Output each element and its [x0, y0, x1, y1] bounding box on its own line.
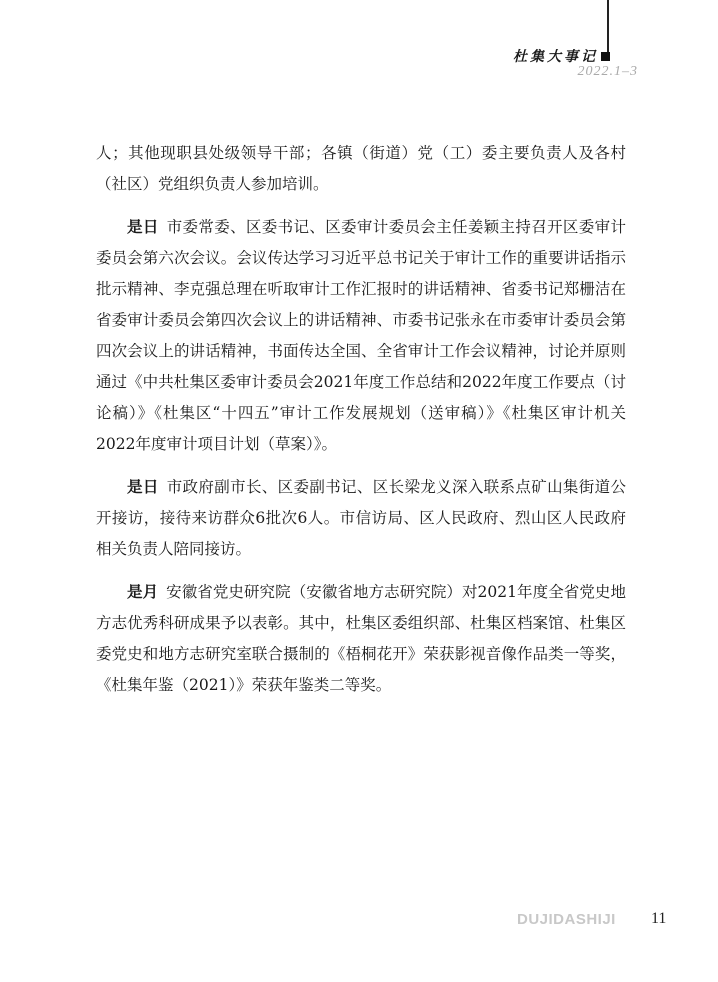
page-body: [96, 138, 626, 713]
entry-date-label: 是日: [127, 218, 159, 236]
running-header-title: 杜集大事记: [513, 49, 598, 65]
paragraph-continued: [96, 138, 626, 200]
entry-paragraph: [96, 472, 626, 565]
paragraph-text: 市委常委、区委书记、区委审计委员会主任姜颖主持召开区委审计委员会第六次会议。会议传达学习习近平总书记关于审计工作的重要讲话指示批示精神、李克强总理在听取审计工作汇报时的讲话精神、省委书记郑栅洁在省委审计委员会第四次会议上的讲话精神、市委书记张永在市委审计委员会第四次会议上的讲话精神，书面传达全国、全省审计工作会议精神，讨论并原则通过《中共杜集区委审计委员会2021年度工作总结和2022年度工作要点（讨论稿）》《杜集区“十四五”审计工作发展规划（送审稿）》《杜集区审计机关2022年度审计项目计划（草案）》。: [96, 218, 626, 453]
paragraph-text: 安徽省党史研究院（安徽省地方志研究院）对2021年度全省党史地方志优秀科研成果予以表彰。其中，杜集区委组织部、杜集区档案馆、杜集区委党史和地方志研究室联合摄制的《梧桐花开》荣获影视音像作品类一等奖，《杜集年鉴（2021）》荣获年鉴类二等奖。: [96, 583, 626, 694]
page-number: 11: [651, 910, 667, 927]
entry-paragraph: [96, 212, 626, 460]
running-header-date-range: 2022.1–3: [577, 64, 638, 79]
paragraph-text: 人；其他现职县处级领导干部；各镇（街道）党（工）委主要负责人及各村（社区）党组织负责人参加培训。: [96, 144, 626, 193]
square-bullet-icon: [601, 52, 610, 61]
running-header: [513, 46, 610, 66]
paragraph-text: 市政府副市长、区委副书记、区长梁龙义深入联系点矿山集街道公开接访，接待来访群众6批次6人。市信访局、区人民政府、烈山区人民政府相关负责人陪同接访。: [96, 478, 626, 558]
entry-date-label: 是日: [127, 478, 159, 496]
footer-brand: DUJIDASHIJI: [517, 911, 616, 928]
entry-date-label: 是月: [127, 583, 159, 601]
entry-paragraph: [96, 577, 626, 701]
